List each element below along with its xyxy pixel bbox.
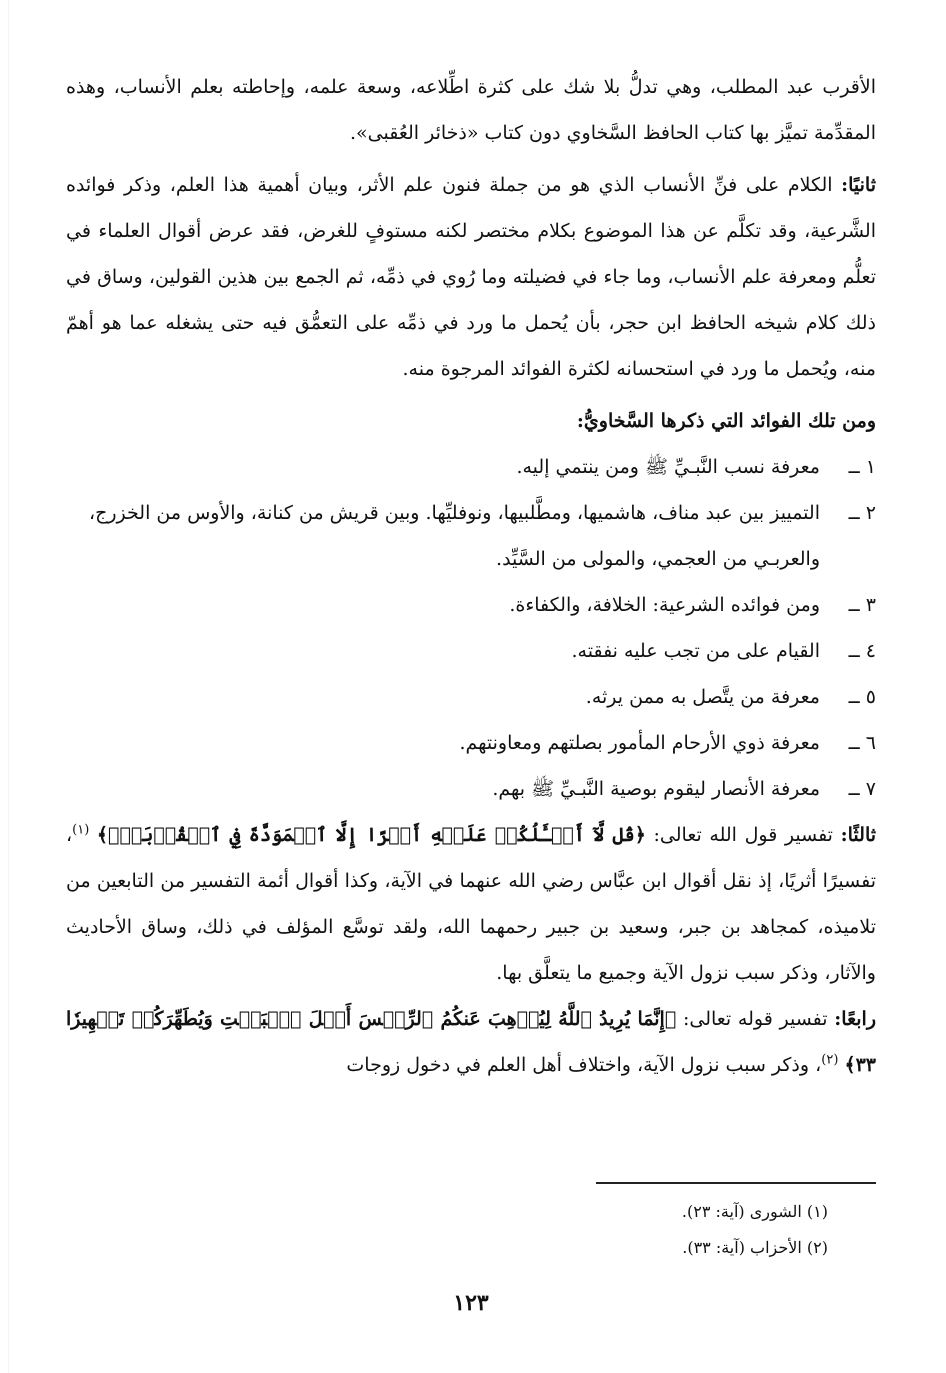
list-item xyxy=(66,490,876,582)
footnote-reference: (٢) xyxy=(821,1052,839,1068)
list-item xyxy=(66,766,876,812)
list-item-number: ٢ ــ xyxy=(848,502,876,524)
footnote: (١) الشورى (آية: ٢٣). xyxy=(681,1202,828,1221)
third-point-paragraph xyxy=(66,812,876,996)
intro-paragraph xyxy=(66,64,876,156)
third-point-text: ، تفسيرًا أثريًا، إذ نقل أقوال ابن عبَّاس رضي الله عنهما في الآية، وكذا أقوال أئمة التفسير من التابعين من تلاميذه، كمجاهد بن جبر، وسعيد بن جبير رحمهما الله، ولقد توسَّع المؤلف في ذلك، وساق الأحاديث والآثار، وذكر سبب نزول الآية وجميع ما يتعلَّق بها. xyxy=(66,824,876,984)
intro-text: الأقرب عبد المطلب، وهي تدلُّ بلا شك على كثرة اطِّلاعه، وسعة علمه، وإحاطته بعلم الأنساب، وهذه المقدِّمة تميَّز بها كتاب الحافظ السَّخاوي دون كتاب «ذخائر العُقبى». xyxy=(66,76,876,144)
list-item-number: ٧ ــ xyxy=(848,778,876,800)
book-page xyxy=(66,64,876,1354)
list-item-text: القيام على من تجب عليه نفقته. xyxy=(571,640,820,662)
list-item xyxy=(66,582,876,628)
third-point-lead: ثالثًا: xyxy=(840,824,877,846)
second-point-paragraph xyxy=(66,162,876,392)
fourth-point-paragraph xyxy=(66,996,876,1088)
list-item-text: معرفة نسب النَّبـيِّ ﷺ ومن ينتمي إليه. xyxy=(516,456,820,478)
page-number: ١٢٣ xyxy=(453,1290,489,1316)
list-item xyxy=(66,674,876,720)
fourth-point-text: ، وذكر سبب نزول الآية، واختلاف أهل العلم في دخول زوجات xyxy=(346,1054,822,1076)
second-point-lead: ثانيًا: xyxy=(841,174,876,196)
list-item-number: ٣ ــ xyxy=(848,594,876,616)
list-item-text: معرفة الأنصار ليقوم بوصية النَّبـيِّ ﷺ بهم. xyxy=(492,778,820,800)
quran-verse: ﴿إِنَّمَا يُرِيدُ ٱللَّهُ لِيُذۡهِبَ عَنكُمُ ٱلرِّجۡسَ أَهۡلَ ٱلۡبَيۡتِ وَيُطَهِّرَكُمۡ تَطۡهِيرٗا ٣٣﴾ xyxy=(66,1008,876,1076)
footnote-divider xyxy=(596,1182,876,1184)
list-item-number: ٤ ــ xyxy=(848,640,876,662)
list-item-text: معرفة من يتَّصل به ممن يرثه. xyxy=(585,686,820,708)
list-item-text: التمييز بين عبد مناف، هاشميها، ومطَّلبيها، ونوفليِّها. وبين قريش من كنانة، والأوس من الخزرج، والعربـي من العجمي، والمولى من السَّيِّد. xyxy=(88,502,820,570)
footnote: (٢) الأحزاب (آية: ٣٣). xyxy=(682,1238,828,1257)
list-item-number: ٦ ــ xyxy=(848,732,876,754)
scan-edge xyxy=(8,0,9,1373)
footnotes xyxy=(682,1194,828,1266)
list-item xyxy=(66,720,876,766)
list-item xyxy=(66,444,876,490)
list-item xyxy=(66,628,876,674)
quran-verse: ﴿قُل لَّآ أَسۡـَٔلُكُمۡ عَلَيۡهِ أَجۡرًا إِلَّا ٱلۡمَوَدَّةَ فِي ٱلۡقُرۡبَىٰۗ﴾ xyxy=(96,824,646,846)
footnote-reference: (١) xyxy=(72,822,90,838)
third-point-intro: تفسير قول الله تعالى: xyxy=(653,824,833,846)
list-item-text: معرفة ذوي الأرحام المأمور بصلتهم ومعاونتهم. xyxy=(459,732,820,754)
benefits-heading: ومن تلك الفوائد التي ذكرها السَّخاويُّ: xyxy=(576,410,876,432)
list-item-number: ٥ ــ xyxy=(848,686,876,708)
list-item-text: ومن فوائده الشرعية: الخلافة، والكفاءة. xyxy=(509,594,820,616)
benefits-list xyxy=(66,444,876,812)
fourth-point-lead: رابعًا: xyxy=(834,1008,877,1030)
list-item-number: ١ ــ xyxy=(848,456,876,478)
fourth-point-intro: تفسير قوله تعالى: xyxy=(682,1008,828,1030)
second-point-text: الكلام على فنِّ الأنساب الذي هو من جملة فنون علم الأثر، وبيان أهمية هذا العلم، وذكر فوائده الشَّرعية، وقد تكلَّم عن هذا الموضوع بكلام مختصر لكنه مستوفٍ للغرض، فقد عرض أقوال العلماء في تعلُّم ومعرفة علم الأنساب، وما جاء في فضيلته وما رُوي في ذمِّه، ثم الجمع بين هذين القولين، وساق في ذلك كلام شيخه الحافظ ابن حجر، بأن يُحمل ما ورد في ذمِّه على التعمُّق فيه حتى يشغله عما هو أهمّ منه، ويُحمل ما ورد في استحسانه لكثرة الفوائد المرجوة منه. xyxy=(66,174,876,380)
